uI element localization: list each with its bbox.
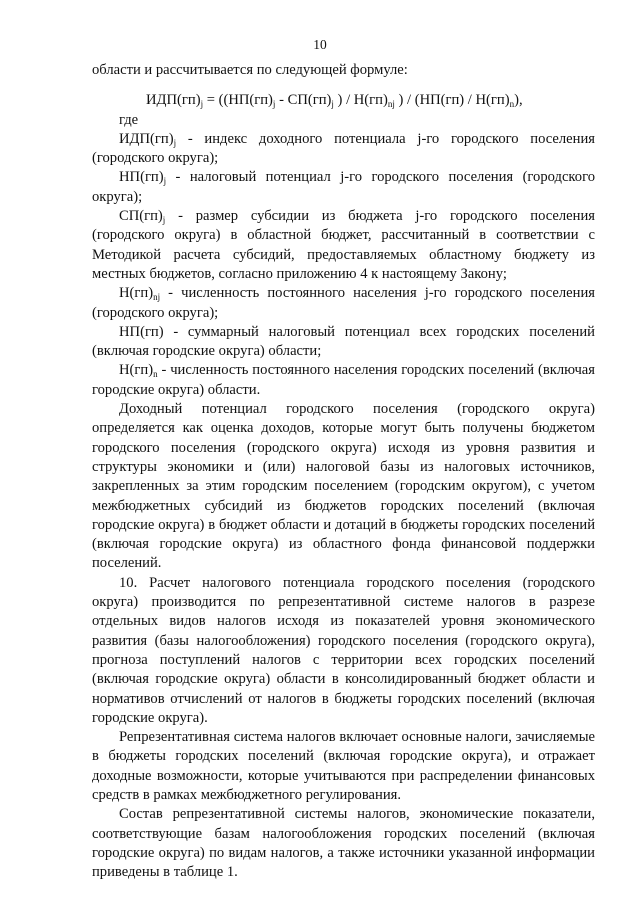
- definition-text: - индекс доходного потенциала j-го городского поселения (городского округа);: [92, 130, 595, 167]
- definition-term: НП(гп): [119, 323, 164, 340]
- definition-subscript: j: [173, 137, 177, 148]
- document-body: [92, 61, 595, 882]
- definition-term: ИДП(гп): [119, 130, 174, 147]
- definition-text: - численность постоянного населения городских поселений (включая городские округа) области.: [92, 362, 595, 398]
- definition: [92, 168, 595, 207]
- definition-text: - налоговый потенциал j-го городского поселения (городского округа);: [92, 169, 595, 205]
- paragraph: Состав репрезентативной системы налогов, экономические показатели, соответствующие базам налогообложения городских поселений (включая городские округа) по видам налогов, а также источники указанной информации приведены в таблице 1.: [92, 806, 595, 881]
- formula-subscript: j: [200, 99, 204, 110]
- formula-part: - СП(гп): [275, 92, 332, 109]
- formula-part: ),: [514, 92, 523, 109]
- formula-subscript: nj: [387, 99, 395, 110]
- definition-text: - размер субсидии из бюджета j-го городского поселения (городского округа) в областной бюджет, рассчитанный в соответствии с Методикой расчета субсидий, предоставляемых областному бюджету из местных бюджетов, согласно приложению 4 к настоящему Закону;: [92, 208, 595, 282]
- definition-subscript: n: [153, 369, 158, 380]
- formula-subscript: j: [331, 99, 334, 110]
- definition: [92, 361, 595, 400]
- definition-term: Н(гп): [119, 285, 154, 302]
- definition-term: Н(гп): [119, 362, 154, 379]
- formula: [92, 80, 595, 110]
- intro-line: области и рассчитывается по следующей формуле:: [92, 62, 408, 78]
- where-word: где: [119, 111, 139, 128]
- definition-subscript: nj: [153, 292, 161, 303]
- definition: [92, 323, 595, 362]
- formula-part: ) / Н(гп): [333, 92, 388, 109]
- formula-part: ) / (НП(гп) / Н(гп): [394, 92, 510, 109]
- definition-text: - численность постоянного населения j-го городского поселения (городского округа);: [92, 285, 595, 321]
- paragraph: Репрезентативная система налогов включает основные налоги, зачисляемые в бюджеты городских поселений (включая городские округа), и отражает доходные возможности, которые учитываются при распределении финансовых средств в рамках межбюджетного регулирования.: [92, 729, 595, 803]
- paragraph: 10. Расчет налогового потенциала городского поселения (городского округа) производится по репрезентативной системе налогов в разрезе отдельных видов налогов исходя из показателей уровня экономического развития (базы налогообложения) городского поселения (городского округа), прогноза поступлений налогов с территории всех городских поселений (включая городские округа) области в консолидированный бюджет области и нормативов отчислений от налогов в бюджеты городских поселений (включая городские округа).: [92, 574, 595, 726]
- definition-text: - суммарный налоговый потенциал всех городских поселений (включая городские округа) области;: [92, 323, 595, 360]
- formula-subscript: n: [509, 99, 515, 110]
- definition: [92, 130, 595, 169]
- definition-subscript: j: [162, 215, 166, 226]
- page-number: 10: [313, 37, 327, 52]
- paragraph: Доходный потенциал городского поселения (городского округа) определяется как оценка доходов, которые могут быть получены бюджетом городского поселения (городского округа) исходя из уровня развития и структуры экономики и (или) налоговой базы из налоговых источников, закрепленных за этим городским поселением (городским округом), с учетом межбюджетных субсидий из бюджетов городских поселений (включая городские округа) в бюджет области и дотаций в бюджеты городских поселений (включая городские округа) из областного фонда финансовой поддержки поселений.: [92, 401, 595, 572]
- definition: [92, 207, 595, 284]
- definition-term: НП(гп): [119, 169, 164, 186]
- formula-subscript: j: [272, 99, 276, 110]
- definition-term: СП(гп): [119, 208, 163, 225]
- formula-part: ИДП(гп): [146, 92, 201, 109]
- definition-subscript: j: [163, 176, 167, 187]
- definition: [92, 284, 595, 323]
- formula-part: = ((НП(гп): [203, 92, 273, 109]
